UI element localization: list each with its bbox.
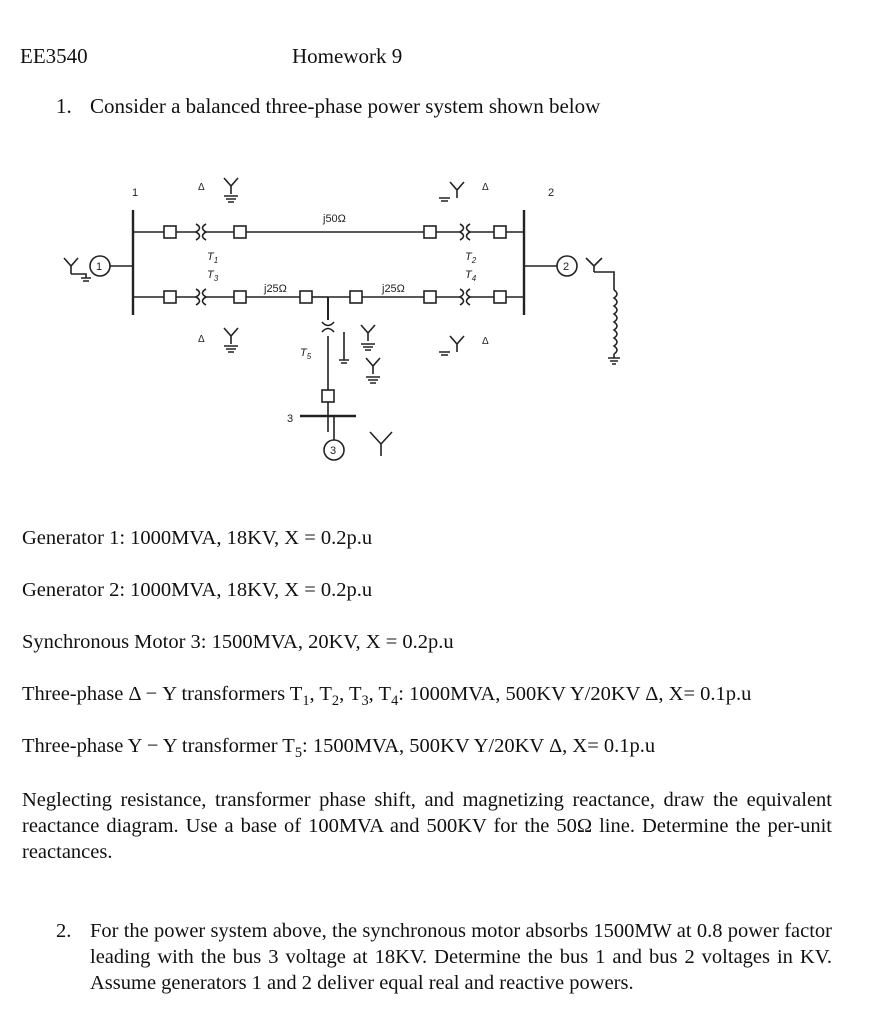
delta-mark-t2: Δ: [482, 182, 489, 193]
transformer-t2-symbol: [460, 224, 470, 240]
generator-2-label: 2: [563, 261, 570, 273]
question-2-number: 2.: [56, 920, 72, 942]
delta-mark-t3: Δ: [198, 334, 205, 345]
course-code: EE3540: [20, 44, 88, 68]
param-transformer-t5: Three-phase Y − Y transformer $T_5$: 1500MVA, 500KV Y/20KV Δ, X= 0.1p.u: [22, 735, 656, 762]
transformer-t4-symbol: [460, 289, 470, 305]
wye-grounded-icon: [224, 328, 238, 352]
wye-grounded-icon: [224, 178, 238, 202]
bus-3-label: 3: [287, 413, 294, 425]
homework-title: Homework 9: [292, 44, 403, 68]
t2-label: $T_2$: [465, 251, 477, 265]
ground-icon: [339, 332, 349, 363]
transformer-t3-symbol: [196, 289, 206, 305]
wye-grounded-coil-icon: [586, 258, 620, 364]
circuit-breaker-icon: [424, 226, 436, 238]
circuit-breaker-icon: [164, 226, 176, 238]
wye-icon: [370, 432, 392, 456]
delta-mark-t4: Δ: [482, 336, 489, 347]
wye-grounded-icon: [366, 358, 380, 383]
line-impedance-top: j50Ω: [323, 213, 346, 225]
circuit-breaker-icon: [300, 291, 312, 303]
t4-label: $T_4$: [465, 269, 477, 283]
circuit-breaker-icon: [424, 291, 436, 303]
wye-grounded-icon: [64, 258, 91, 281]
circuit-breaker-icon: [350, 291, 362, 303]
circuit-breaker-icon: [494, 291, 506, 303]
param-generator-1: Generator 1: 1000MVA, 18KV, X = 0.2p.u: [22, 527, 373, 549]
circuit-breaker-icon: [234, 226, 246, 238]
circuit-breaker-icon: [234, 291, 246, 303]
power-system-diagram: [0, 160, 894, 480]
wye-grounded-icon: [439, 182, 464, 201]
circuit-breaker-icon: [164, 291, 176, 303]
line-impedance-left: j25Ω: [264, 283, 287, 295]
circuit-breaker-icon: [322, 390, 334, 402]
param-generator-2: Generator 2: 1000MVA, 18KV, X = 0.2p.u: [22, 579, 373, 601]
delta-mark-t1: Δ: [198, 182, 205, 193]
question-1: [56, 94, 600, 119]
generator-1-label: 1: [96, 261, 103, 273]
transformer-t5-symbol: [322, 322, 334, 332]
question-1-instructions: Neglecting resistance, transformer phase shift, and magnetizing reactance, draw the equivalent reactance diagram. Use a base of 100MVA and 500KV for the 50Ω line. Determine the per-unit reactances.: [22, 789, 832, 863]
motor-3-label: 3: [330, 445, 337, 457]
bus-2-label: 2: [548, 187, 555, 199]
question-2: [56, 918, 832, 996]
question-2-text: For the power system above, the synchronous motor absorbs 1500MW at 0.8 power factor leading with the bus 3 voltage at 18KV. Determine the bus 1 and bus 2 voltages in KV. Assume generators 1 and 2 deliver equal real and reactive powers.: [90, 920, 832, 994]
t3-label: $T_3$: [207, 269, 219, 283]
transformer-t1-symbol: [196, 224, 206, 240]
wye-grounded-icon: [361, 325, 375, 350]
bus-1-label: 1: [132, 187, 139, 199]
line-impedance-right: j25Ω: [382, 283, 405, 295]
circuit-breaker-icon: [494, 226, 506, 238]
t1-label: $T_1$: [207, 251, 219, 265]
question-1-prompt: Consider a balanced three-phase power system shown below: [90, 94, 601, 118]
wye-grounded-icon: [439, 336, 464, 355]
t5-label: $T_5$: [300, 347, 312, 361]
param-transformers-t1-t4: Three-phase Δ − Y transformers $T_1$, $T_2$, $T_3$, $T_4$: 1000MVA, 500KV Y/20KV Δ, X= 0.1p.u: [22, 683, 752, 710]
param-motor-3: Synchronous Motor 3: 1500MVA, 20KV, X = 0.2p.u: [22, 631, 454, 653]
question-1-number: 1.: [56, 94, 72, 118]
